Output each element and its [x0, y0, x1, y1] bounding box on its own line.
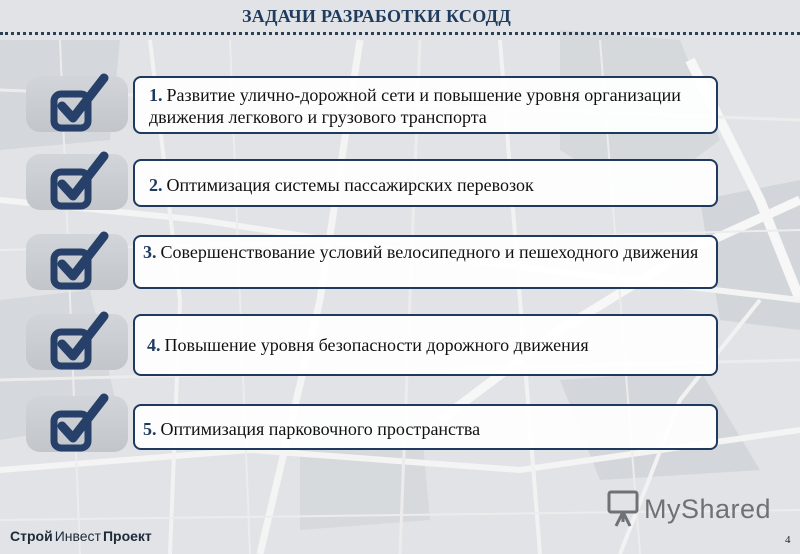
- watermark-text: MyShared: [644, 494, 772, 524]
- page-number: 4: [785, 534, 791, 546]
- task-2-icon-tile: [26, 154, 128, 210]
- task-item-5: [133, 404, 718, 450]
- logo-part-2: Инвест: [54, 528, 101, 544]
- checkbox-checked-icon: [48, 230, 114, 294]
- header-divider: [0, 32, 800, 35]
- task-number: 3.: [143, 242, 157, 262]
- checkbox-checked-icon: [48, 150, 114, 214]
- task-5-icon-tile: [26, 396, 128, 452]
- company-logo: [10, 528, 152, 544]
- task-text: Оптимизация парковочного пространства: [160, 419, 481, 439]
- checkbox-checked-icon: [48, 72, 114, 136]
- task-text: Совершенствование условий велосипедного и пешеходного движения: [160, 242, 699, 262]
- checkbox-checked-icon: [48, 310, 114, 374]
- task-number: 1.: [149, 85, 163, 105]
- checkbox-checked-icon: [48, 392, 114, 456]
- task-text: Развитие улично-дорожной сети и повышение уровня организации движения легкового и грузового транспорта: [149, 85, 681, 127]
- task-number: 4.: [147, 335, 161, 355]
- task-item-2: [133, 159, 718, 207]
- task-3-icon-tile: [26, 234, 128, 290]
- logo-part-3: Проект: [102, 528, 152, 544]
- task-number: 5.: [143, 419, 157, 439]
- task-text: Оптимизация системы пассажирских перевозок: [166, 175, 534, 195]
- task-number: 2.: [149, 175, 163, 195]
- task-text: Повышение уровня безопасности дорожного движения: [164, 335, 589, 355]
- task-4-icon-tile: [26, 314, 128, 370]
- task-item-4: [133, 314, 718, 376]
- task-item-3: [133, 235, 718, 289]
- task-1-icon-tile: [26, 76, 128, 132]
- logo-part-1: Строй: [10, 528, 53, 544]
- page-title: ЗАДАЧИ РАЗРАБОТКИ КСОДД: [242, 6, 512, 26]
- task-item-1: [133, 76, 718, 134]
